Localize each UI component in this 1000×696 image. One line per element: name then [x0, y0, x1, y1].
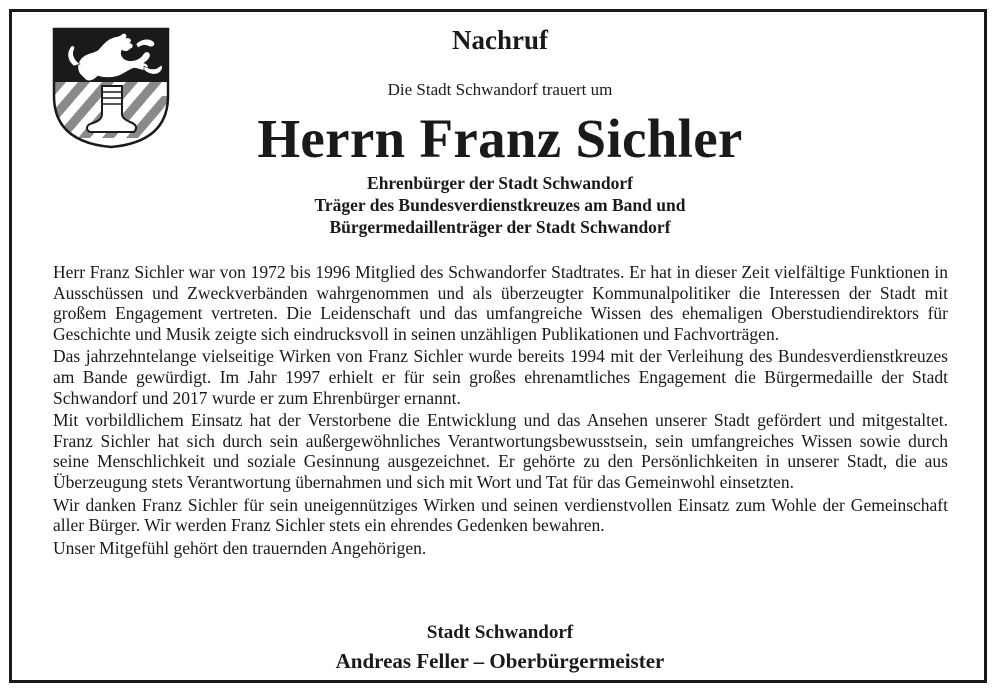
body-paragraph: Wir danken Franz Sichler für sein uneigennütziges Wirken und seinen verdienstvollen Einsatz zum Wohle der Gemeinschaft aller Bürger. Wir werden Franz Sichler stets ein ehrendes Gedenken bewahren. — [53, 494, 948, 536]
body-paragraph: Herr Franz Sichler war von 1972 bis 1996 Mitglied des Schwandorfer Stadtrates. Er hat in dieser Zeit vielfältige Funktionen in Ausschüssen und Zweckverbänden wahrgenommen und als überzeugter Kommunalpolitiker die Interessen der Stadt mit großem Engagement vertreten. Die Leidenschaft und das umfangreiche Wissen des ehemaligen Oberstudiendirektors für Geschichte und Musik zeigte sich eindrucksvoll in seinen unzähligen Publikationen und Fachvorträgen. — [53, 262, 948, 344]
notice-body — [53, 262, 948, 560]
body-paragraph: Unser Mitgefühl gehört den trauernden Angehörigen. — [53, 537, 427, 558]
notice-intro: Die Stadt Schwandorf trauert um — [387, 80, 613, 99]
honor-line: Bürgermedaillenträger der Stadt Schwandorf — [329, 217, 671, 237]
deceased-name: Herrn Franz Sichler — [257, 108, 743, 169]
honors-block — [0, 172, 1000, 238]
body-paragraph: Das jahrzehntelange vielseitige Wirken von Franz Sichler wurde bereits 1994 mit der Verleihung des Bundesverdienstkreuzes am Bande gewürdigt. Im Jahr 1997 erhielt er für sein großes ehrenamtliches Engagement die Bürgermedaille der Stadt Schwandorf und 2017 wurde er zum Ehrenbürger ernannt. — [53, 346, 948, 408]
signature-organization: Stadt Schwandorf — [426, 622, 574, 643]
honor-line: Ehrenbürger der Stadt Schwandorf — [367, 173, 633, 193]
body-paragraph: Mit vorbildlichem Einsatz hat der Verstorbene die Entwicklung und das Ansehen unserer Stadt gefördert und mitgestaltet. Franz Sichler hat sich durch sein außergewöhnliches Verantwortungsbewusstsein, sein umfangreiches Wissen sowie durch seine Menschlichkeit und soziale Gesinnung ausgezeichnet. Er gehörte zu den Persönlichkeiten in unserer Stadt, die aus Überzeugung stets Verantwortung übernahmen und sich mit Wort und Tat für das Gemeinwohl einsetzten. — [53, 410, 948, 492]
signature-signatory: Andreas Feller – Oberbürgermeister — [335, 649, 665, 673]
notice-title: Nachruf — [452, 25, 548, 55]
honor-line: Träger des Bundesverdienstkreuzes am Band und — [314, 195, 686, 215]
